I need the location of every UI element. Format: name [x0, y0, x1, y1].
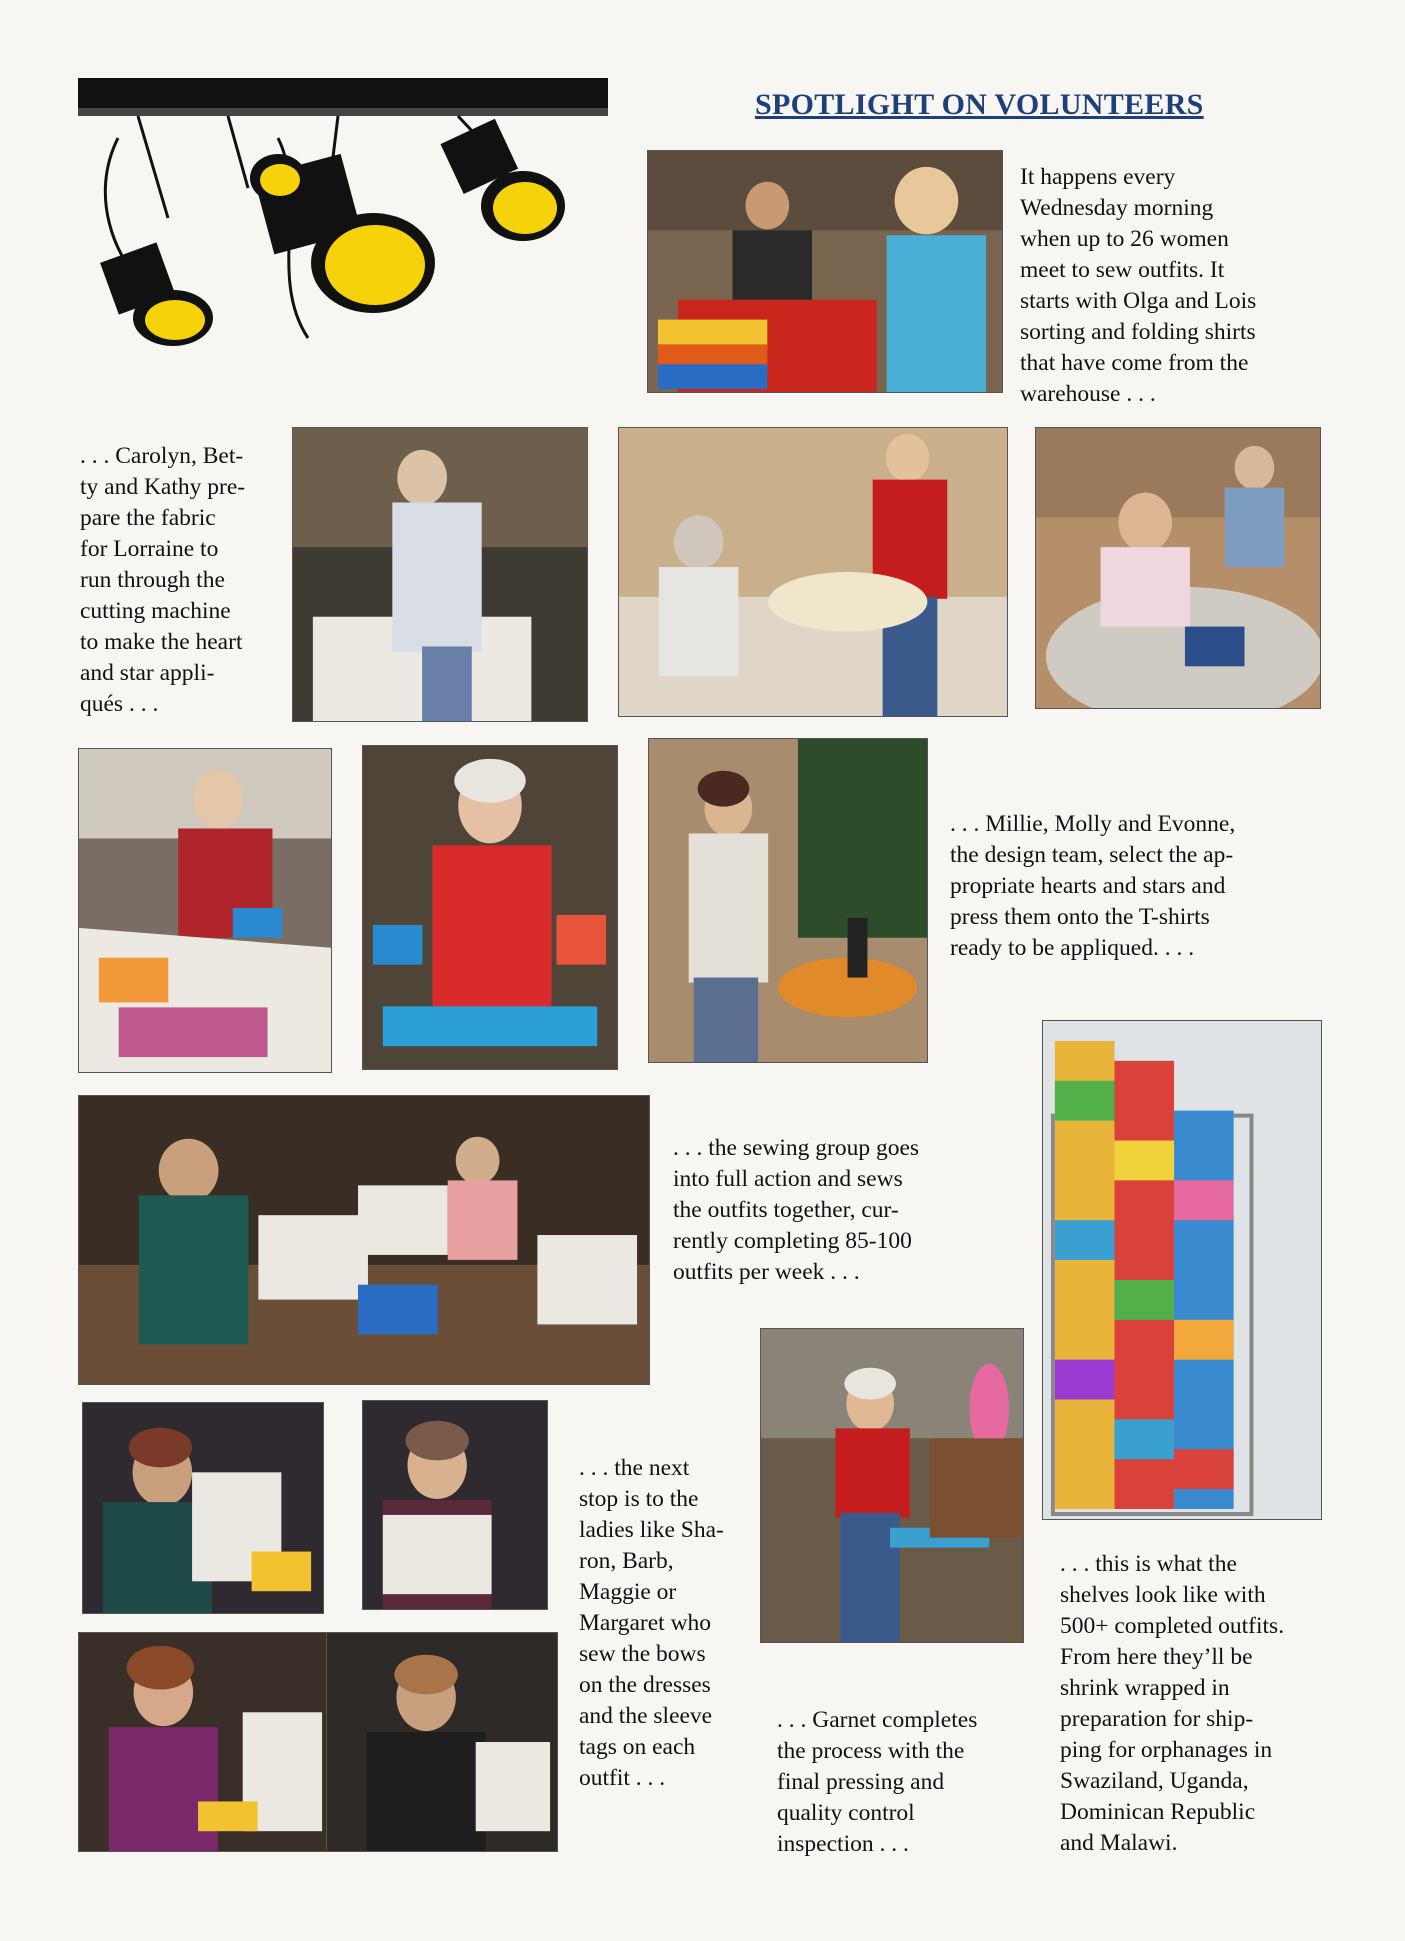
photo-cutting-machine — [1035, 427, 1321, 709]
caption-sewing: . . . the sewing group goes into full action and sews the outfits together, cur- rently completing 85-100 outfits per week . . . — [673, 1135, 920, 1285]
photo-sorting-shirts — [647, 150, 1003, 393]
page-title: SPOTLIGHT ON VOLUNTEERS — [755, 88, 1204, 121]
caption-intro: It happens every Wednesday morning when up to 26 women meet to sew outfits. It starts with Olga and Lois sorting and folding shirts that have come from the warehouse . . . — [1020, 164, 1257, 407]
photo-preparing-fabric — [292, 427, 588, 722]
caption-shelves: . . . this is what the shelves look like with 500+ completed outfits. From here they’ll be shrink wrapped in preparation for ship- ping for orphanages in Swaziland, Uganda, Dominican Republic and Malawi. — [1060, 1551, 1285, 1856]
caption-design: . . . Millie, Molly and Evonne, the design team, select the ap- propriate hearts and stars and press them onto the T-shirts ready to be appliqued. . . . — [950, 811, 1236, 961]
photo-sewing-group — [78, 1095, 650, 1385]
photo-sewing-bows-2 — [362, 1400, 548, 1610]
photo-pressing-tshirts — [648, 738, 928, 1063]
photo-sewing-bows-4 — [326, 1632, 558, 1852]
photo-smiling-volunteer — [362, 745, 618, 1070]
caption-fabric: . . . Carolyn, Bet- ty and Kathy pre- pare the fabric for Lorraine to run through the cutting machine to make the heart and star appli- qués . . . — [80, 443, 246, 717]
photo-ironing-fabric — [618, 427, 1008, 717]
photo-shelves-outfits — [1042, 1020, 1322, 1520]
spotlight-clipart — [78, 78, 608, 408]
photo-sewing-bows-3 — [78, 1632, 333, 1852]
caption-pressing: . . . Garnet completes the process with the final pressing and quality control inspection . . . — [777, 1707, 978, 1857]
photo-final-pressing — [760, 1328, 1024, 1643]
photo-selecting-hearts — [78, 748, 332, 1073]
photo-sewing-bows-1 — [82, 1402, 324, 1614]
caption-bows: . . . the next stop is to the ladies like Sha- ron, Barb, Maggie or Margaret who sew the bows on the dresses and the sleeve tags on each outfit . . . — [579, 1455, 724, 1791]
